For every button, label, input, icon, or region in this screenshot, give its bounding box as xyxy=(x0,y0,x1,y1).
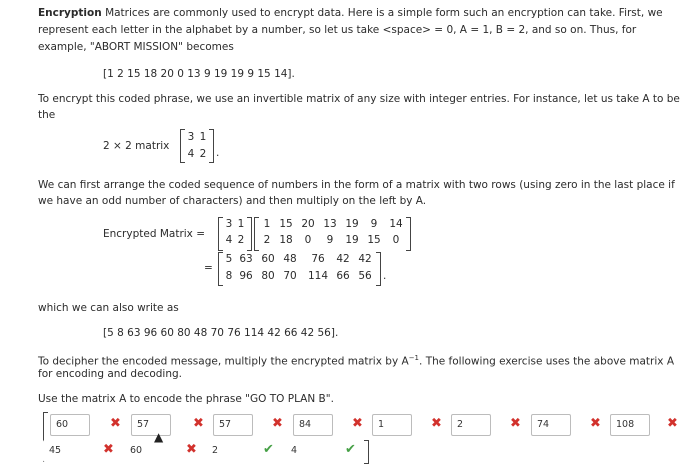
wrong-icon: ✖ xyxy=(667,416,678,431)
result-cell: 114 xyxy=(307,270,329,282)
wrong-icon: ✖ xyxy=(431,416,442,431)
coded-cell: 13 xyxy=(323,218,337,230)
intro-line-1 xyxy=(38,5,663,22)
encrypted-label: Encrypted Matrix = xyxy=(103,228,206,240)
para2-line-2: the xyxy=(38,109,56,121)
wrong-icon: ✖ xyxy=(272,416,283,431)
intro-line-2: represent each letter in the alphabet by a number, so let us take <space> = 0, A = 1, B = 2, and so on. Thus, for xyxy=(38,24,637,36)
para5-text-b: . The following exercise uses the above matrix A xyxy=(419,355,675,368)
encrypted-sequence: [5 8 63 96 60 80 48 70 76 114 42 66 42 56]. xyxy=(103,327,339,339)
answer-input[interactable]: 60 xyxy=(50,414,90,436)
matrix-a-label: 2 × 2 matrix xyxy=(103,140,170,152)
matrix-a-cell: 2 xyxy=(199,148,207,160)
intro-title: Encryption xyxy=(38,7,102,19)
wrong-icon: ✖ xyxy=(352,416,363,431)
a-cell: 1 xyxy=(237,218,245,230)
result-cell: 96 xyxy=(239,270,253,282)
result-cell: 42 xyxy=(358,253,372,265)
coded-cell: 14 xyxy=(389,218,403,230)
coded-cell: 18 xyxy=(279,234,293,246)
answer-input[interactable]: 74 xyxy=(531,414,571,436)
para4: which we can also write as xyxy=(38,302,179,314)
wrong-icon: ✖ xyxy=(590,416,601,431)
result-cell: 70 xyxy=(283,270,297,282)
result-cell: 42 xyxy=(336,253,350,265)
coded-cell: 9 xyxy=(370,218,378,230)
answer-input[interactable]: 2 xyxy=(206,440,246,462)
answer-input[interactable]: 108 xyxy=(610,414,650,436)
equals-sign: = xyxy=(204,262,213,274)
coded-cell: 15 xyxy=(367,234,381,246)
result-cell: 63 xyxy=(239,253,253,265)
matrix-a-end: . xyxy=(216,147,220,159)
answer-input[interactable]: 45 xyxy=(43,440,83,462)
answer-input[interactable]: 84 xyxy=(293,414,333,436)
matrix-a-cell: 3 xyxy=(187,131,195,143)
wrong-icon: ✖ xyxy=(510,416,521,431)
answer-input[interactable]: 1 xyxy=(372,414,412,436)
coded-cell: 0 xyxy=(392,234,400,246)
coded-cell: 15 xyxy=(279,218,293,230)
coded-cell: 0 xyxy=(304,234,312,246)
answer-input[interactable]: 2 xyxy=(451,414,491,436)
matrix-a-cell: 4 xyxy=(187,148,195,160)
matrix-a-cell: 1 xyxy=(199,131,207,143)
result-cell: 48 xyxy=(283,253,297,265)
result-cell: 60 xyxy=(261,253,275,265)
result-cell: 8 xyxy=(225,270,233,282)
wrong-icon: ✖ xyxy=(103,442,114,457)
a-cell: 4 xyxy=(225,234,233,246)
coded-cell: 19 xyxy=(345,218,359,230)
wrong-icon: ✖ xyxy=(193,416,204,431)
answer-input[interactable]: 57 xyxy=(131,414,171,436)
result-cell: 76 xyxy=(311,253,325,265)
wrong-icon: ✖ xyxy=(110,416,121,431)
result-cell: 66 xyxy=(336,270,350,282)
result-end: . xyxy=(383,270,387,282)
wrong-icon: ✖ xyxy=(186,442,197,457)
answer-input[interactable]: 57 xyxy=(213,414,253,436)
result-cell: 56 xyxy=(358,270,372,282)
exercise-prompt: Use the matrix A to encode the phrase "GO TO PLAN B". xyxy=(38,393,334,405)
coded-cell: 20 xyxy=(301,218,315,230)
para5-line-2: for encoding and decoding. xyxy=(38,368,182,380)
coded-cell: 19 xyxy=(345,234,359,246)
coded-cell: 1 xyxy=(263,218,271,230)
para3-line-2: we have an odd number of characters) and then multiply on the left by A. xyxy=(38,195,427,207)
coded-cell: 9 xyxy=(326,234,334,246)
result-cell: 80 xyxy=(261,270,275,282)
a-cell: 3 xyxy=(225,218,233,230)
para5-text-a: To decipher the encoded message, multiply the encrypted matrix by A xyxy=(38,355,409,368)
a-cell: 2 xyxy=(237,234,245,246)
mouse-cursor-icon: ▲ xyxy=(154,430,164,444)
correct-icon: ✔ xyxy=(345,442,356,457)
answer-input[interactable]: 60 xyxy=(124,440,164,462)
coded-phrase: [1 2 15 18 20 0 13 9 19 19 9 15 14]. xyxy=(103,68,295,80)
inverse-superscript: −1 xyxy=(408,354,420,362)
correct-icon: ✔ xyxy=(263,442,274,457)
para3-line-1: We can first arrange the coded sequence of numbers in the form of a matrix with two rows (using zero in the last place if xyxy=(38,179,675,191)
result-cell: 5 xyxy=(225,253,233,265)
para2-line-1: To encrypt this coded phrase, we use an invertible matrix of any size with integer entries. For instance, let us take A to be xyxy=(38,93,680,105)
coded-cell: 2 xyxy=(263,234,271,246)
intro-text-1: Matrices are commonly used to encrypt data. Here is a simple form such an encryption can take. First, we xyxy=(105,7,663,19)
answer-input[interactable]: 4 xyxy=(285,440,325,462)
intro-line-3: example, "ABORT MISSION" becomes xyxy=(38,41,234,53)
